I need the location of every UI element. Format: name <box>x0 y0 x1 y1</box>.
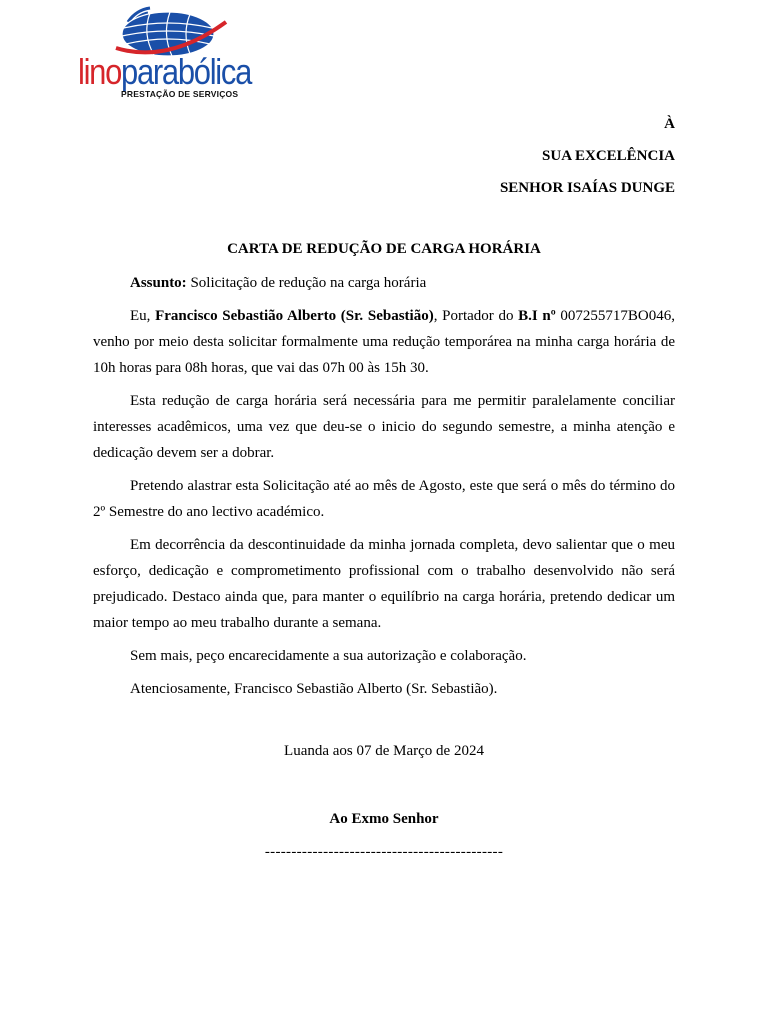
paragraph-1 <box>93 303 675 381</box>
paragraph-1-text-a: Eu, <box>130 308 156 324</box>
logo-tagline: PRESTAÇÃO DE SERVIÇOS <box>121 89 239 99</box>
paragraph-6: Atenciosamente, Francisco Sebastião Alberto (Sr. Sebastião). <box>130 681 498 697</box>
paragraph-4: Em decorrência da descontinuidade da minha jornada completa, devo salientar que o meu esforço, dedicação e comprometimento profissional com o trabalho desenvolvido não será prejudicado. Destaco ainda que, para manter o equilíbrio na carga horária, pretendo dedicar um maior tempo ao meu trabalho durante a semana. <box>93 537 675 631</box>
subject-line <box>93 270 675 296</box>
recipient-line-2: SUA EXCELÊNCIA <box>542 148 675 164</box>
paragraph-2: Esta redução de carga horária será necessária para me permitir paralelamente conciliar interesses acadêmicos, uma vez que deu-se o inicio do segundo semestre, a minha atenção e dedicação devem ser a dobrar. <box>93 393 675 461</box>
subject-text: Solicitação de redução na carga horária <box>186 275 427 291</box>
letter-body <box>93 270 675 709</box>
city-date: Luanda aos 07 de Março de 2024 <box>284 743 484 759</box>
paragraph-1-text-b: , Portador do <box>433 308 519 324</box>
addressee: Ao Exmo Senhor <box>329 811 439 827</box>
paragraph-1-text-c: 007255717BO046, venho por meio desta solicitar formalmente uma redução temporárea na minha carga horária de 10h horas para 08h horas, que vai das 07h 00 às 15h 30. <box>93 308 676 376</box>
logo-word-parabolica: parabólica <box>121 51 252 92</box>
recipient-block <box>500 114 675 210</box>
company-logo <box>76 4 256 100</box>
logo-wordmark <box>78 52 251 92</box>
letter-title: CARTA DE REDUÇÃO DE CARGA HORÁRIA <box>227 241 541 257</box>
recipient-line-1: À <box>664 116 675 132</box>
paragraph-5: Sem mais, peço encarecidamente a sua autorização e colaboração. <box>130 648 527 664</box>
requester-name: Francisco Sebastião Alberto (Sr. Sebastião) <box>155 308 434 324</box>
signature-line: --------------------------------------------- <box>264 844 504 860</box>
logo-word-lino: lino <box>78 51 122 92</box>
recipient-line-3: SENHOR ISAÍAS DUNGE <box>499 180 675 196</box>
subject-label: Assunto: <box>130 275 187 291</box>
paragraph-3: Pretendo alastrar esta Solicitação até ao mês de Agosto, este que será o mês do término do 2º Semestre do ano lectivo académico. <box>93 478 675 520</box>
bi-label: B.I nº <box>518 308 556 324</box>
